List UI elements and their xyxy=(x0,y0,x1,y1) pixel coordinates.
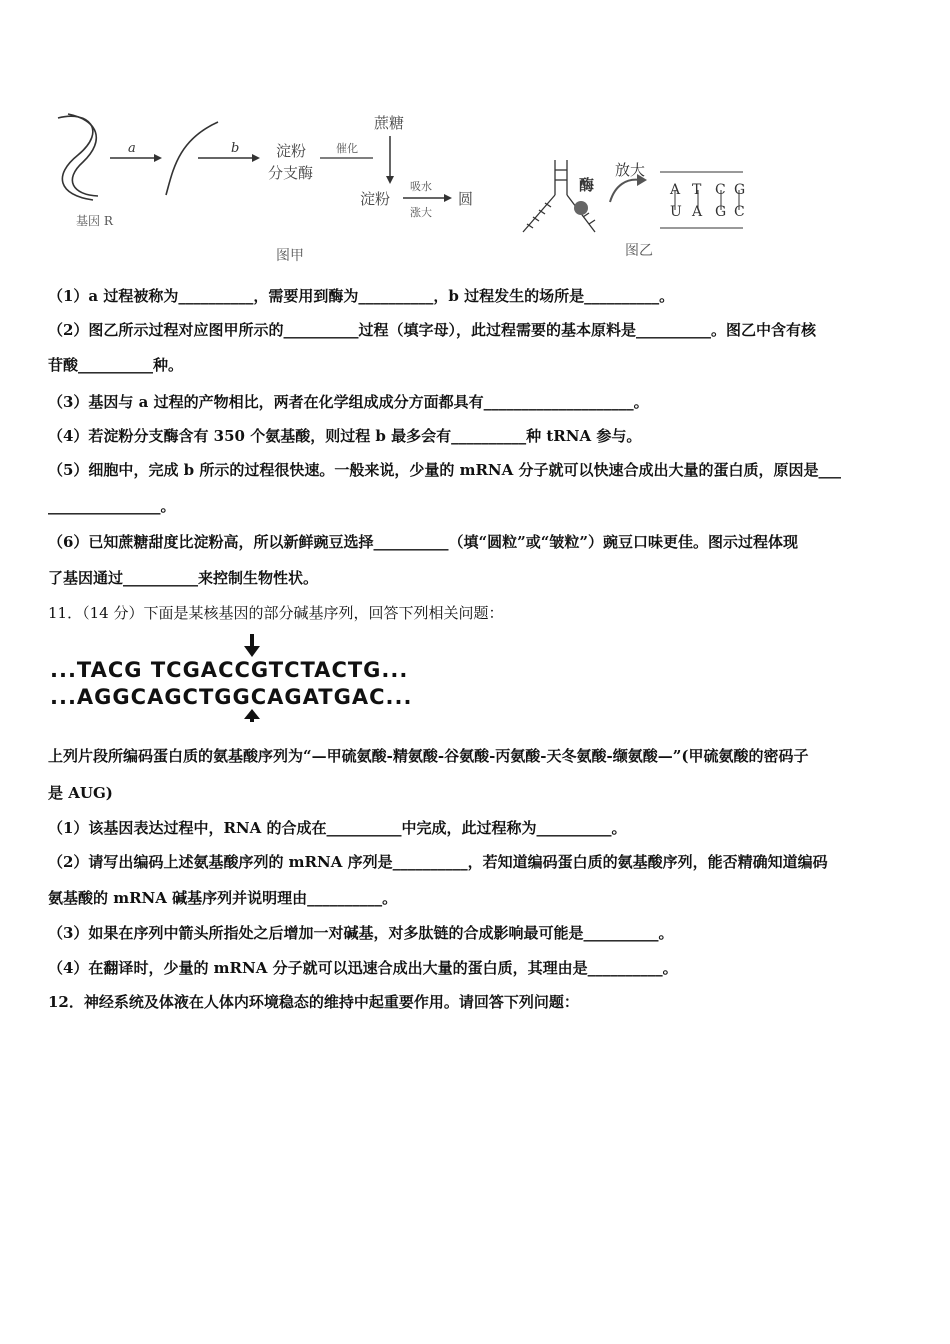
bottom-strand-base: C xyxy=(734,204,745,220)
dna-unwinding xyxy=(523,160,595,232)
q11-intro-2: 是 AUG) xyxy=(48,784,113,802)
q10-line-5: （4）若淀粉分支酶含有 350 个氨基酸，则过程 b 最多会有__________种 tRNA 参与。 xyxy=(48,427,642,445)
top-strand-base: G xyxy=(734,182,746,198)
q10-line-3: 苷酸__________种。 xyxy=(48,356,184,374)
q10-line-4: （3）基因与 a 过程的产物相比，两者在化学组成成分方面都具有____________________。 xyxy=(48,393,649,411)
sucrose-label: 蔗糖 xyxy=(374,114,405,132)
enzyme-label: 酶 xyxy=(579,176,595,194)
q11-title: 11．（14 分）下面是某核基因的部分碱基序列，回答下列相关问题： xyxy=(48,604,504,622)
starch-label: 淀粉 xyxy=(360,190,391,208)
round-label: 圆 xyxy=(458,190,474,208)
q11-line-2: （2）请写出编码上述氨基酸序列的 mRNA 序列是__________，若知道编码蛋白质的氨基酸序列，能否精确知道编码 xyxy=(48,853,828,871)
sequence-bottom: ...AGGCAGCTGGCAGATGAC... xyxy=(50,685,413,709)
enzyme-line1: 淀粉 xyxy=(276,142,307,160)
enzyme-blob xyxy=(574,201,588,215)
arrow-b-label: b xyxy=(231,141,240,156)
sequence-top: ...TACG TCGACCGTCTACTG... xyxy=(50,658,409,682)
q11-line-1: （1）该基因表达过程中，RNA 的合成在__________中完成，此过程称为__________。 xyxy=(48,819,627,837)
q10-line-9: 了基因通过__________来控制生物性状。 xyxy=(48,569,319,587)
q11-line-3: 氨基酸的 mRNA 碱基序列并说明理由__________。 xyxy=(48,889,398,907)
q10-line-6: （5）细胞中，完成 b 所示的过程很快速。一般来说，少量的 mRNA 分子就可以快速合成出大量的蛋白质，原因是___ xyxy=(48,461,842,479)
q11-line-5: （4）在翻译时，少量的 mRNA 分子就可以迅速合成出大量的蛋白质，其理由是__________。 xyxy=(48,959,678,977)
top-strand-base: T xyxy=(692,182,702,198)
bottom-strand-base: G xyxy=(715,204,727,220)
gene-r-dna-strands xyxy=(58,114,98,200)
q10-line-1: （1）a 过程被称为__________，需要用到酶为__________，b 过程发生的场所是__________。 xyxy=(48,287,675,305)
absorb-label: 吸水 xyxy=(410,180,432,193)
q10-line-7: _______________。 xyxy=(48,497,176,515)
q10-line-8: （6）已知蔗糖甜度比淀粉高，所以新鲜豌豆选择__________（填“圆粒”或“皱粒”）豌豆口味更佳。图示过程体现 xyxy=(48,533,798,551)
bottom-strand-base: A xyxy=(692,204,703,220)
arrow-down-icon xyxy=(243,634,261,658)
q12-title: 12．神经系统及体液在人体内环境稳态的维持中起重要作用。请回答下列问题： xyxy=(48,993,579,1011)
bottom-strand-base: U xyxy=(670,204,682,220)
q11-intro-1: 上列片段所编码蛋白质的氨基酸序列为“—甲硫氨酸-精氨酸-谷氨酸-丙氨酸-天冬氨酸-缬氨酸—”(甲硫氨酸的密码子 xyxy=(48,747,809,765)
magnify-arrow-icon xyxy=(610,180,640,202)
q11-line-4: （3）如果在序列中箭头所指处之后增加一对碱基，对多肽链的合成影响最可能是__________。 xyxy=(48,924,674,942)
gene-label: 基因 R xyxy=(76,214,113,228)
top-strand-base: C xyxy=(715,182,726,198)
enzyme-line2: 分支酶 xyxy=(268,164,314,182)
figure-yi-caption: 图乙 xyxy=(625,243,653,259)
arrow-a-label: a xyxy=(128,141,136,156)
catalyze-label: 催化 xyxy=(336,142,358,155)
swell-label: 涨大 xyxy=(410,206,432,219)
arrow-up-icon xyxy=(243,707,261,723)
magnify-label: 放大 xyxy=(615,161,646,179)
q10-line-2: （2）图乙所示过程对应图甲所示的__________过程（填字母），此过程需要的基本原料是__________。图乙中含有核 xyxy=(48,321,816,339)
figure-jia-caption: 图甲 xyxy=(276,248,304,264)
top-strand-base: A xyxy=(670,182,681,198)
figure-jia xyxy=(48,100,488,270)
figure-yi xyxy=(515,150,755,265)
